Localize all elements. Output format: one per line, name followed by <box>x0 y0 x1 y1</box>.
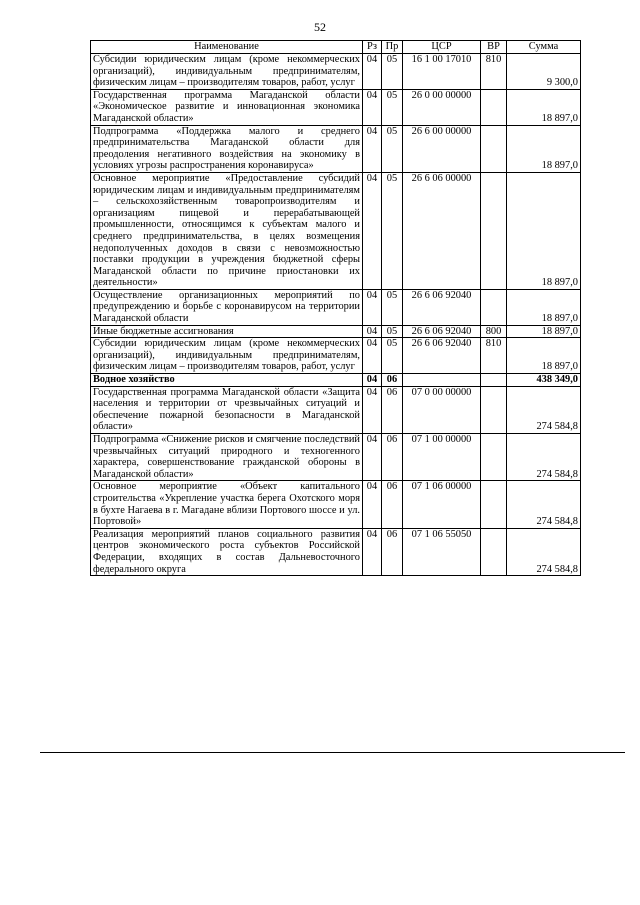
row-csr: 07 0 00 00000 <box>403 386 481 433</box>
row-vr <box>481 481 507 528</box>
table-row <box>91 54 581 90</box>
row-csr: 16 1 00 17010 <box>403 54 481 90</box>
row-pr: 05 <box>382 125 403 172</box>
table-header-row <box>91 41 581 54</box>
row-rz: 04 <box>363 374 382 387</box>
row-csr: 26 6 06 92040 <box>403 338 481 374</box>
row-pr: 05 <box>382 325 403 338</box>
row-vr <box>481 374 507 387</box>
row-pr: 05 <box>382 172 403 289</box>
row-csr: 26 6 06 92040 <box>403 289 481 325</box>
row-sum: 274 584,8 <box>507 434 581 481</box>
row-csr: 26 6 06 92040 <box>403 325 481 338</box>
row-csr: 07 1 06 00000 <box>403 481 481 528</box>
row-sum: 18 897,0 <box>507 125 581 172</box>
row-name: Подпрограмма «Снижение рисков и смягчение последствий чрезвычайных ситуаций природного и техногенного характера, совершенствование гражданской обороны в Магаданской области» <box>91 434 363 481</box>
row-sum: 18 897,0 <box>507 172 581 289</box>
row-name: Государственная программа Магаданской области «Защита населения и территории от чрезвычайных ситуаций и обеспечение пожарной безопасности в Магаданской области» <box>91 386 363 433</box>
table-row <box>91 338 581 374</box>
row-vr <box>481 89 507 125</box>
table-row <box>91 172 581 289</box>
table-row <box>91 481 581 528</box>
row-name: Иные бюджетные ассигнования <box>91 325 363 338</box>
table-row <box>91 89 581 125</box>
row-vr <box>481 289 507 325</box>
row-vr: 810 <box>481 54 507 90</box>
table-row <box>91 125 581 172</box>
table-row <box>91 374 581 387</box>
row-rz: 04 <box>363 325 382 338</box>
table-row <box>91 289 581 325</box>
row-vr <box>481 386 507 433</box>
row-csr <box>403 374 481 387</box>
row-pr: 06 <box>382 386 403 433</box>
row-sum: 18 897,0 <box>507 89 581 125</box>
row-rz: 04 <box>363 289 382 325</box>
row-vr <box>481 125 507 172</box>
row-name: Государственная программа Магаданской области «Экономическое развитие и инновационная экономика Магаданской области» <box>91 89 363 125</box>
header-rz: Рз <box>363 41 382 54</box>
page-number: 52 <box>314 20 326 34</box>
header-vr: ВР <box>481 41 507 54</box>
row-name: Основное мероприятие «Объект капитального строительства «Укрепление участка берега Охотского моря в бухте Нагаева в г. Магадане вблизи Портового шоссе и ул. Портовой» <box>91 481 363 528</box>
budget-table <box>90 40 581 576</box>
table-row <box>91 325 581 338</box>
row-vr <box>481 528 507 575</box>
row-sum: 438 349,0 <box>507 374 581 387</box>
row-sum: 274 584,8 <box>507 481 581 528</box>
table-row <box>91 386 581 433</box>
row-pr: 06 <box>382 434 403 481</box>
row-pr: 05 <box>382 54 403 90</box>
row-rz: 04 <box>363 89 382 125</box>
row-pr: 05 <box>382 289 403 325</box>
row-rz: 04 <box>363 386 382 433</box>
header-csr: ЦСР <box>403 41 481 54</box>
row-vr <box>481 434 507 481</box>
row-csr: 07 1 06 55050 <box>403 528 481 575</box>
row-csr: 07 1 00 00000 <box>403 434 481 481</box>
header-name: Наименование <box>91 41 363 54</box>
row-vr: 810 <box>481 338 507 374</box>
row-sum: 274 584,8 <box>507 528 581 575</box>
table-row <box>91 434 581 481</box>
row-rz: 04 <box>363 434 382 481</box>
row-name: Осуществление организационных мероприятий по предупреждению и борьбе с коронавирусом на территории Магаданской области <box>91 289 363 325</box>
row-name: Подпрограмма «Поддержка малого и среднего предпринимательства Магаданской области для преодоления негативного воздействия на экономику в условиях угрозы распространения коронавируса» <box>91 125 363 172</box>
row-pr: 05 <box>382 338 403 374</box>
header-sum: Сумма <box>507 41 581 54</box>
row-sum: 18 897,0 <box>507 325 581 338</box>
row-pr: 06 <box>382 374 403 387</box>
row-rz: 04 <box>363 172 382 289</box>
row-name: Субсидии юридическим лицам (кроме некоммерческих организаций), индивидуальным предпринимателям, физическим лицам – производителям товаров, работ, услуг <box>91 338 363 374</box>
table-row <box>91 528 581 575</box>
row-sum: 274 584,8 <box>507 386 581 433</box>
row-vr: 800 <box>481 325 507 338</box>
row-sum: 18 897,0 <box>507 289 581 325</box>
row-pr: 06 <box>382 528 403 575</box>
row-csr: 26 0 00 00000 <box>403 89 481 125</box>
row-pr: 06 <box>382 481 403 528</box>
row-vr <box>481 172 507 289</box>
header-pr: Пр <box>382 41 403 54</box>
row-rz: 04 <box>363 338 382 374</box>
row-rz: 04 <box>363 528 382 575</box>
row-name: Основное мероприятие «Предоставление субсидий юридическим лицам и индивидуальным предпринимателям – сельскохозяйственным товаропроизводителям и организациям пищевой и перерабатывающей промышленности, относящимся к субъектам малого и среднего предпринимательства, в целях возмещения недополученных доходов в связи с невозможностью поставки продукции в учреждения бюджетной сферы Магаданской области по причине приостановки их деятельности» <box>91 172 363 289</box>
row-name: Субсидии юридическим лицам (кроме некоммерческих организаций), индивидуальным предпринимателям, физическим лицам – производителям товаров, работ, услуг <box>91 54 363 90</box>
row-name: Водное хозяйство <box>91 374 363 387</box>
row-name: Реализация мероприятий планов социального развития центров экономического роста субъектов Российской Федерации, входящих в состав Дальневосточного федерального округа <box>91 528 363 575</box>
row-rz: 04 <box>363 125 382 172</box>
row-rz: 04 <box>363 481 382 528</box>
row-sum: 18 897,0 <box>507 338 581 374</box>
row-sum: 9 300,0 <box>507 54 581 90</box>
bottom-divider <box>40 752 625 753</box>
row-pr: 05 <box>382 89 403 125</box>
row-csr: 26 6 06 00000 <box>403 172 481 289</box>
row-rz: 04 <box>363 54 382 90</box>
row-csr: 26 6 00 00000 <box>403 125 481 172</box>
